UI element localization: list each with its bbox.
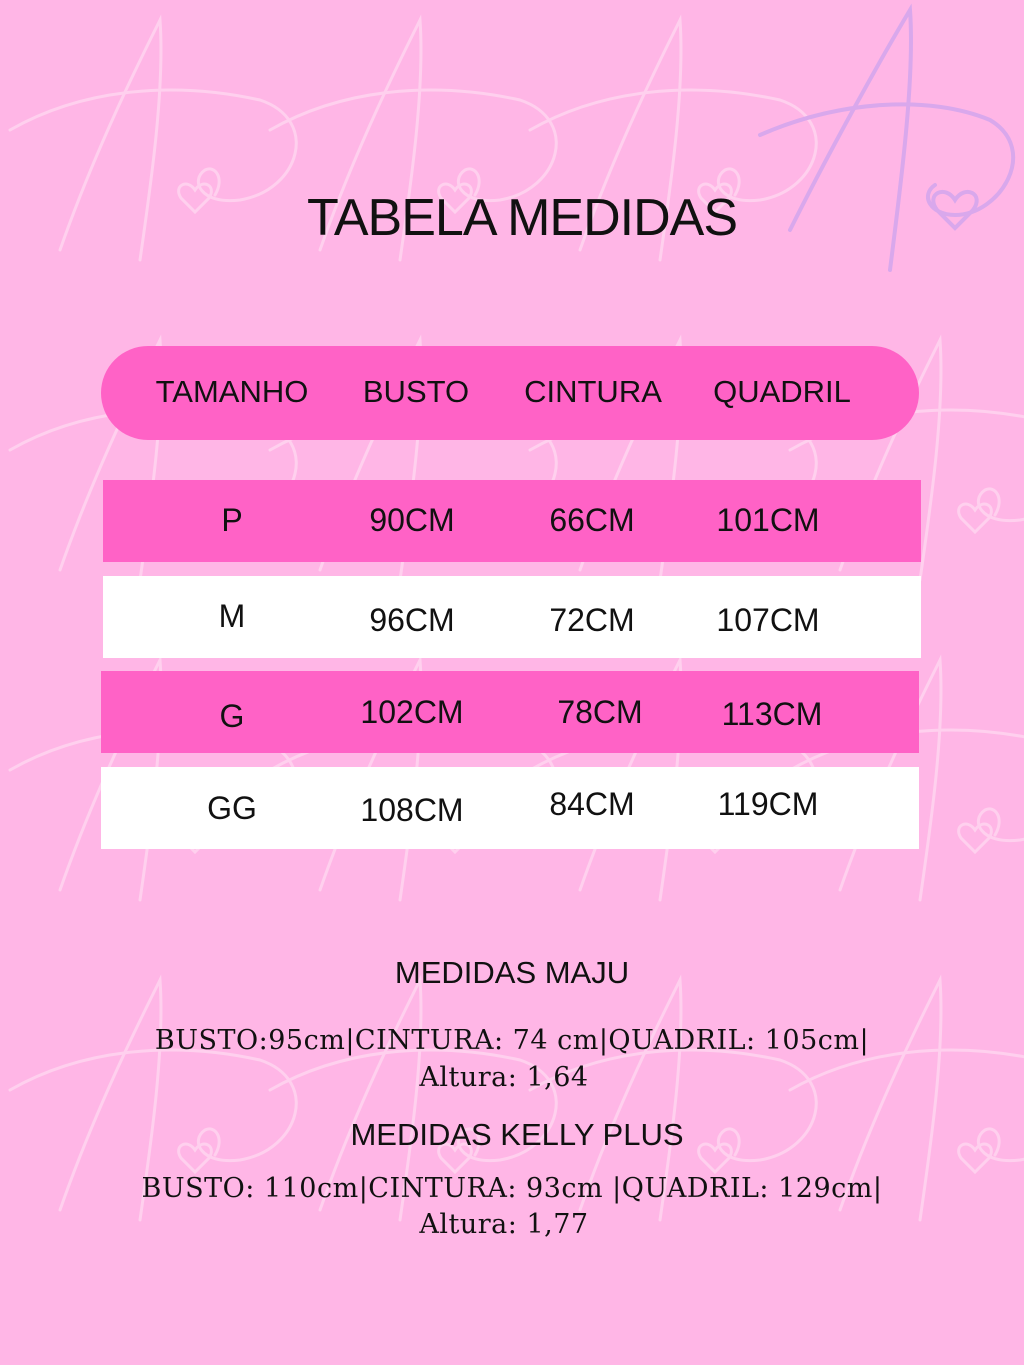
size-cell: M [218, 598, 246, 634]
busto-cell: 108CM [360, 792, 464, 828]
quadril-cell: 107CM [716, 602, 820, 638]
size-cell: P [221, 502, 243, 538]
size-cell: G [219, 698, 245, 734]
header-quadril: QUADRIL [713, 374, 851, 409]
header-busto: BUSTO [362, 374, 470, 409]
cintura-cell: 66CM [549, 502, 635, 538]
model-measurements-kelly: BUSTO: 110cm|CINTURA: 93cm |QUADRIL: 129cm| [141, 1173, 883, 1204]
cintura-cell: 72CM [549, 602, 635, 638]
quadril-cell: 113CM [721, 696, 823, 732]
model-height-kelly: Altura: 1,77 [419, 1209, 589, 1240]
busto-cell: 96CM [369, 602, 455, 638]
size-cell: GG [207, 790, 257, 826]
busto-cell: 102CM [360, 694, 464, 730]
page-title: TABELA MEDIDAS [306, 189, 738, 247]
model-heading-kelly: MEDIDAS KELLY PLUS [350, 1117, 684, 1152]
header-tamanho: TAMANHO [155, 374, 309, 409]
model-heading-maju: MEDIDAS MAJU [394, 955, 630, 990]
quadril-cell: 119CM [717, 786, 819, 822]
quadril-cell: 101CM [716, 502, 820, 538]
busto-cell: 90CM [369, 502, 455, 538]
cintura-cell: 78CM [557, 694, 643, 730]
cintura-cell: 84CM [549, 786, 635, 822]
model-measurements-maju: BUSTO:95cm|CINTURA: 74 cm|QUADRIL: 105cm| [154, 1025, 870, 1056]
model-height-maju: Altura: 1,64 [419, 1062, 589, 1093]
header-cintura: CINTURA [524, 374, 662, 409]
